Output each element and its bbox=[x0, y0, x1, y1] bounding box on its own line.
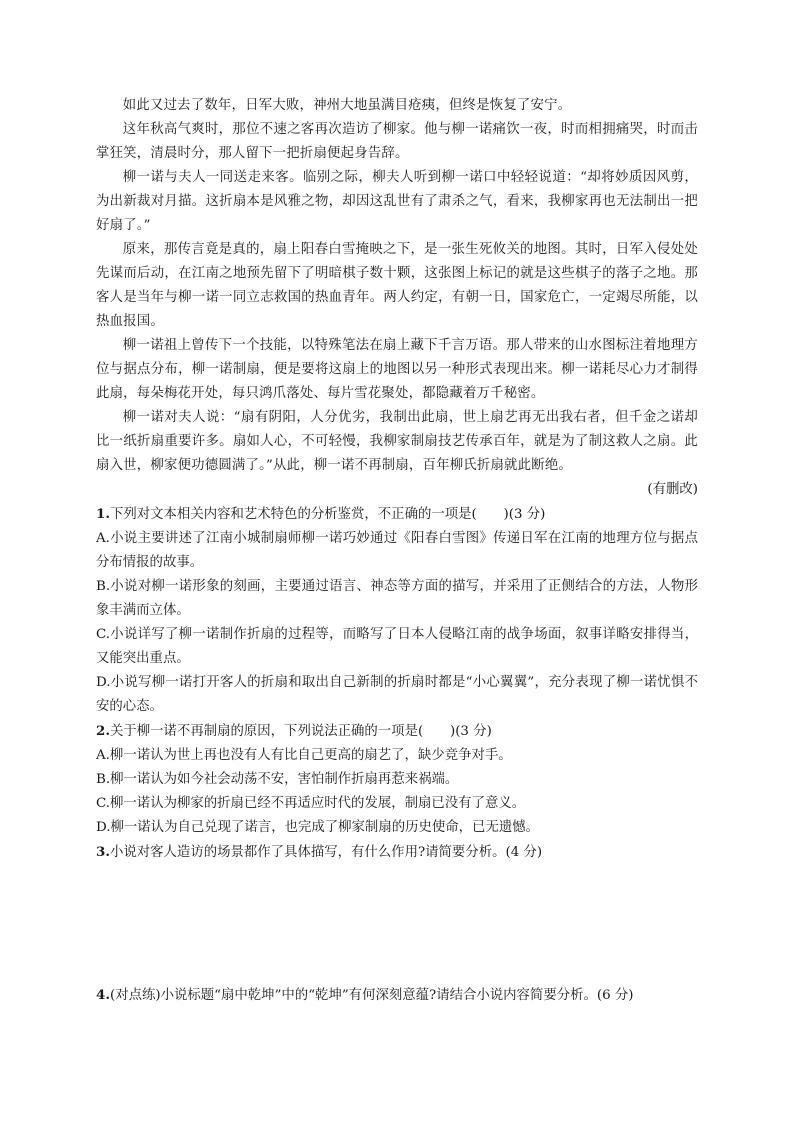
question-1 bbox=[96, 502, 698, 527]
question-number: 4. bbox=[96, 987, 110, 1003]
question-1-option-c: C.小说详写了柳一诺制作折扇的过程等，而略写了日本人侵略江南的战争场面，叙事详略安排得当，又能突出重点。 bbox=[96, 627, 698, 666]
answer-space bbox=[96, 865, 698, 983]
question-1-option-d: D.小说写柳一诺打开客人的折扇和取出自己新制的折扇时都是“小心翼翼”，充分表现了柳一诺忧惧不安的心态。 bbox=[96, 675, 698, 714]
question-text: 下列对文本相关内容和艺术特色的分析鉴赏，不正确的一项是( )(3 分) bbox=[109, 507, 546, 522]
question-number: 1. bbox=[96, 506, 110, 522]
question-2 bbox=[96, 719, 698, 744]
story-paragraph-1: 如此又过去了数年，日军大败，神州大地虽满目疮痍，但终是恢复了安宁。 bbox=[122, 98, 572, 113]
question-text: (对点练)小说标题“扇中乾坤”中的“乾坤”有何深刻意蕴?请结合小说内容简要分析。(6 分) bbox=[109, 988, 634, 1003]
story-paragraph-4: 原来，那传言竟是真的，扇上阳春白雪掩映之下，是一张生死攸关的地图。其时，日军入侵处处先谋而后动，在江南之地预先留下了明暗棋子数十颗，这张图上标记的就是这些棋子的落子之地。那客人是当年与柳一诺一同立志救国的热血青年。两人约定，有朝一日，国家危亡，一定竭尽所能，以热血报国。 bbox=[96, 242, 698, 329]
question-number: 3. bbox=[96, 844, 110, 860]
story-paragraph-3: 柳一诺与夫人一同送走来客。临别之际，柳夫人听到柳一诺口中轻轻说道：“却将妙质因风剪，为出新裁对月描。这折扇本是风雅之物，却因这乱世有了肃杀之气，看来，我柳家再也无法制出一把好扇了。” bbox=[96, 170, 698, 233]
question-1-option-b: B.小说对柳一诺形象的刻画，主要通过语言、神态等方面的描写，并采用了正侧结合的方法，人物形象丰满而立体。 bbox=[96, 579, 698, 618]
question-2-option-d: D.柳一诺认为自己兑现了诺言，也完成了柳家制扇的历史使命，已无遗憾。 bbox=[96, 820, 540, 835]
story-paragraph-6: 柳一诺对夫人说：“扇有阴阳，人分优劣，我制出此扇，世上扇艺再无出我右者，但千金之诺却比一纸折扇重要许多。扇如人心，不可轻慢，我柳家制扇技艺传承百年，就是为了制这救人之扇。此扇入世，柳家便功德圆满了。”从此，柳一诺不再制扇，百年柳氏折扇就此断绝。 bbox=[96, 410, 698, 473]
question-2-option-b: B.柳一诺认为如今社会动荡不安，害怕制作折扇再惹来祸端。 bbox=[96, 772, 459, 787]
question-1-option-a: A.小说主要讲述了江南小城制扇师柳一诺巧妙通过《阳春白雪图》传递日军在江南的地理方位与据点分布情报的故事。 bbox=[96, 531, 698, 570]
question-number: 2. bbox=[96, 723, 110, 739]
question-3 bbox=[96, 840, 698, 865]
document-page bbox=[96, 94, 698, 1008]
question-2-option-a: A.柳一诺认为世上再也没有人有比自己更高的扇艺了，缺少竞争对手。 bbox=[96, 748, 512, 763]
question-text: 小说对客人造访的场景都作了具体描写，有什么作用?请简要分析。(4 分) bbox=[109, 845, 543, 860]
question-2-option-c: C.柳一诺认为柳家的折扇已经不再适应时代的发展，制扇已没有了意义。 bbox=[96, 796, 526, 811]
question-text: 关于柳一诺不再制扇的原因，下列说法正确的一项是( )(3 分) bbox=[109, 724, 492, 739]
question-4 bbox=[96, 983, 698, 1008]
source-note: (有删改) bbox=[647, 482, 698, 497]
story-paragraph-2: 这年秋高气爽时，那位不速之客再次造访了柳家。他与柳一诺痛饮一夜，时而相拥痛哭，时而击掌狂笑，清晨时分，那人留下一把折扇便起身告辞。 bbox=[96, 122, 698, 161]
story-paragraph-5: 柳一诺祖上曾传下一个技能，以特殊笔法在扇上藏下千言万语。那人带来的山水图标注着地理方位与据点分布，柳一诺制扇，便是要将这扇上的地图以另一种形式表现出来。柳一诺耗尽心力才制得此扇，每朵梅花开处，每只鸿爪落处、每片雪花聚处，都隐藏着万千秘密。 bbox=[96, 338, 698, 401]
